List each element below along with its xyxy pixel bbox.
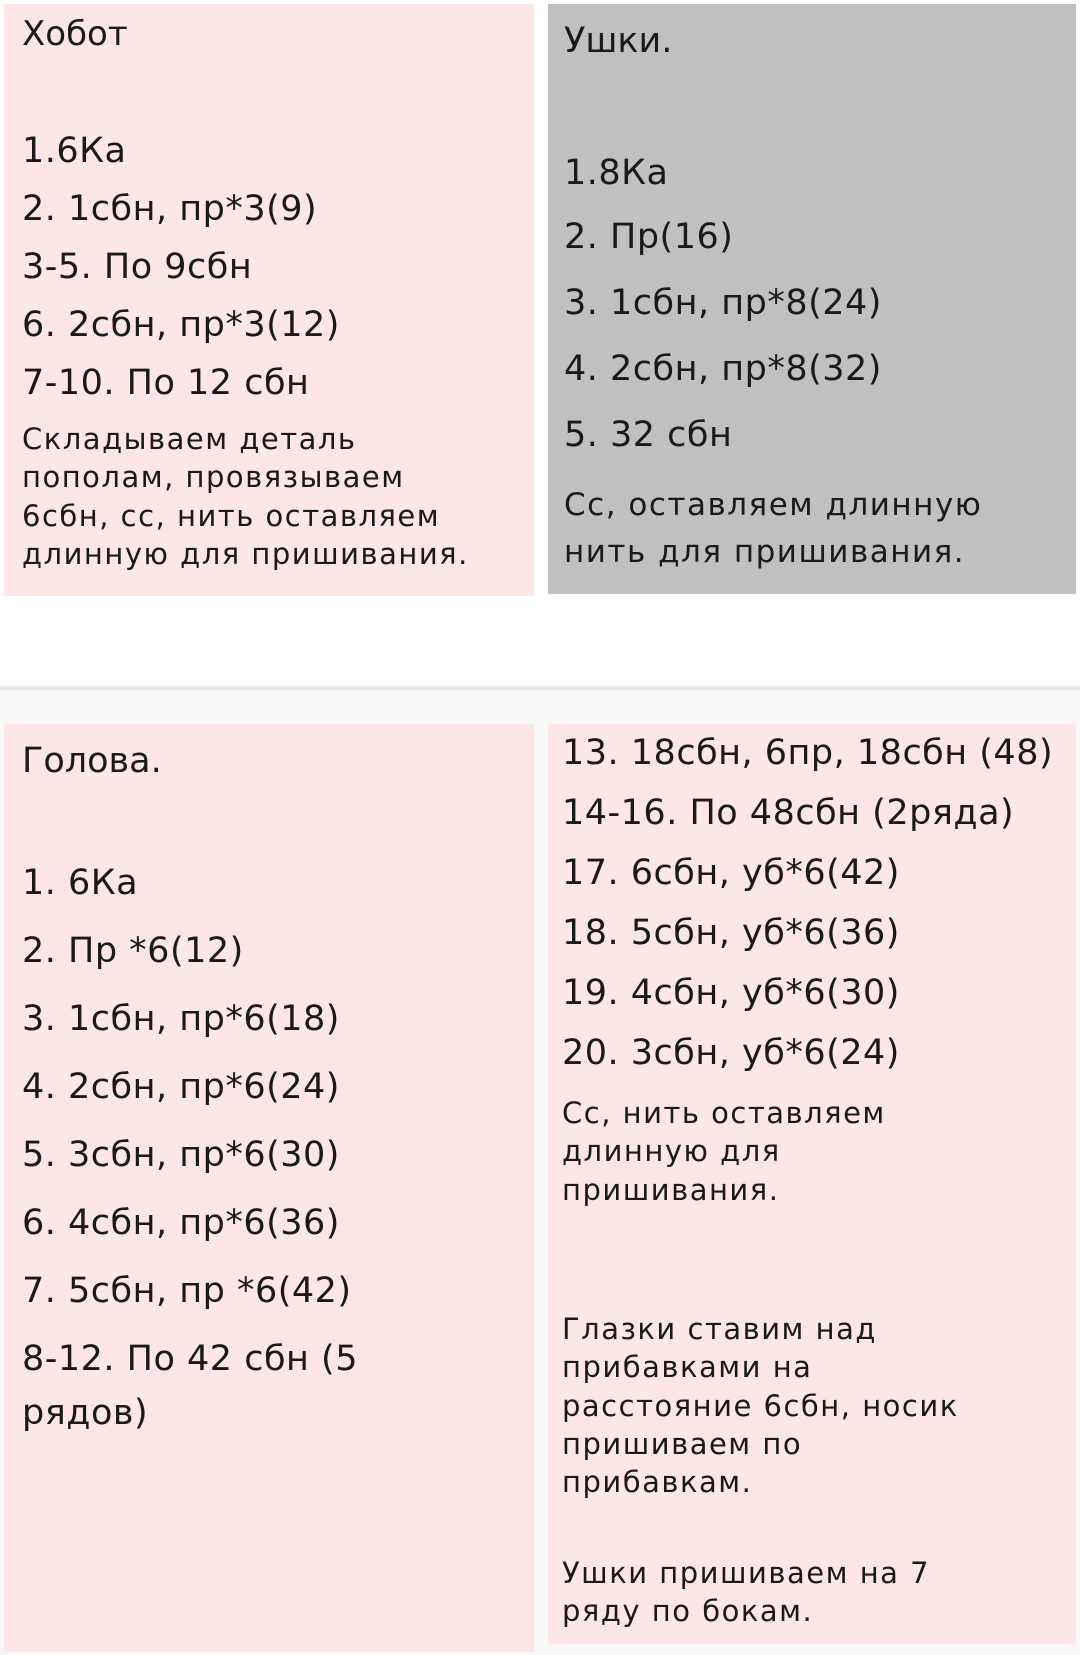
head-row: 8-12. По 42 сбн (5: [22, 1339, 358, 1379]
head-row: 2. Пр *6(12): [22, 931, 244, 971]
ears-row: 3. 1сбн, пр*8(24): [564, 283, 882, 323]
ears-note: [564, 482, 982, 575]
head-cont-note-line: прибавками на: [562, 1350, 813, 1385]
head-cont-note-line: ряду по бокам.: [562, 1594, 814, 1629]
head-cont-row: 17. 6сбн, уб*6(42): [562, 853, 900, 893]
trunk-title: Хобот: [22, 14, 128, 54]
head-row: 3. 1сбн, пр*6(18): [22, 999, 340, 1039]
head-cont-note-line: Сс, нить оставляем: [562, 1096, 886, 1130]
ears-row: 4. 2сбн, пр*8(32): [564, 349, 882, 389]
trunk-row: 1.6Ка: [22, 131, 127, 171]
trunk-note-line: Складываем деталь: [22, 422, 357, 456]
trunk-note: [22, 420, 469, 573]
head-row: 1. 6Ка: [22, 863, 139, 903]
head-cont-note-line: Ушки пришиваем на 7: [562, 1556, 931, 1590]
head-row: рядов): [22, 1393, 149, 1433]
head-cont-note-line: пришиваем по: [562, 1426, 803, 1461]
head-row: 6. 4сбн, пр*6(36): [22, 1203, 340, 1243]
trunk-note-line: пополам, провязываем: [22, 460, 405, 495]
ears-note-line: нить для пришивания.: [564, 533, 966, 570]
head-cont-note-line: Глазки ставим над: [562, 1312, 877, 1346]
head-row: 7. 5сбн, пр *6(42): [22, 1271, 352, 1311]
head-cont-row: 18. 5сбн, уб*6(36): [562, 913, 900, 953]
head-cont-note-eyes: [562, 1310, 959, 1501]
head-cont-panel: [548, 724, 1076, 1644]
head-cont-note-line: прибавкам.: [562, 1465, 753, 1500]
head-title: Голова.: [22, 741, 162, 781]
head-row: 5. 3сбн, пр*6(30): [22, 1135, 340, 1175]
head-cont-row: 19. 4сбн, уб*6(30): [562, 973, 900, 1013]
ears-row: 2. Пр(16): [564, 217, 734, 257]
head-cont-note-line: расстояние 6сбн, носик: [562, 1388, 959, 1423]
ears-title: Ушки.: [564, 21, 673, 61]
head-cont-note-ears: [562, 1554, 930, 1631]
head-panel: [4, 724, 534, 1652]
trunk-row: 7-10. По 12 сбн: [22, 363, 310, 403]
trunk-row: 3-5. По 9сбн: [22, 247, 253, 287]
trunk-row: 6. 2сбн, пр*3(12): [22, 305, 340, 345]
trunk-panel: [4, 4, 534, 596]
head-cont-row: 20. 3сбн, уб*6(24): [562, 1033, 900, 1073]
head-row: 4. 2сбн, пр*6(24): [22, 1067, 340, 1107]
head-cont-row: 13. 18сбн, 6пр, 18сбн (48): [562, 733, 1054, 773]
trunk-note-line: 6сбн, сс, нить оставляем: [22, 498, 441, 533]
ears-note-line: Сс, оставляем длинную: [564, 487, 983, 523]
head-cont-note-line: пришивания.: [562, 1172, 780, 1207]
head-cont-note-line: длинную для: [562, 1134, 781, 1169]
trunk-note-line: длинную для пришивания.: [22, 536, 469, 571]
ears-panel: [548, 4, 1076, 594]
trunk-row: 2. 1сбн, пр*3(9): [22, 189, 318, 229]
head-cont-note-finish: [562, 1094, 886, 1209]
ears-row: 1.8Ка: [564, 153, 669, 193]
head-cont-row: 14-16. По 48сбн (2ряда): [562, 793, 1015, 833]
ears-row: 5. 32 сбн: [564, 415, 733, 455]
